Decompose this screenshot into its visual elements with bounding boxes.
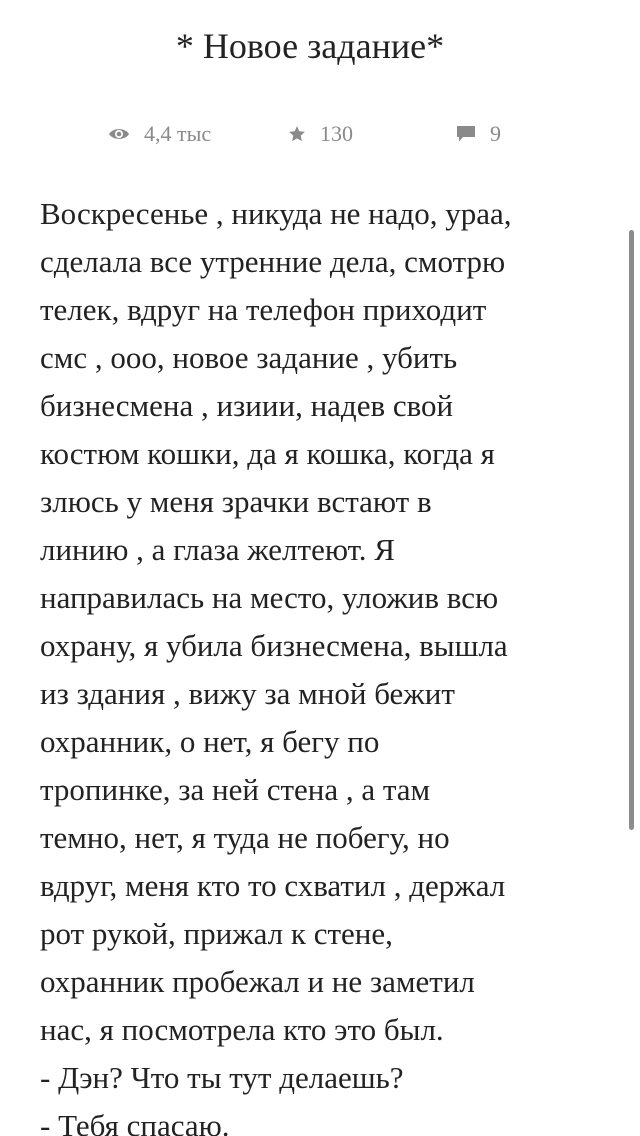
comments-count: 9: [490, 121, 501, 146]
star-icon: [288, 125, 306, 143]
story-line: смс , ооо, новое задание , убить: [40, 340, 458, 375]
story-stats: [0, 118, 620, 150]
story-line: телек, вдруг на телефон приходит: [40, 292, 487, 327]
story-line: охранник пробежал и не заметил: [40, 964, 475, 999]
story-line: костюм кошки, да я кошка, когда я: [40, 436, 495, 471]
story-text: [40, 190, 600, 1136]
views-stat: [108, 118, 211, 150]
story-line: бизнесмена , изиии, надев свой: [40, 388, 454, 423]
comment-icon: [456, 125, 476, 143]
comments-stat[interactable]: [456, 118, 501, 150]
votes-stat[interactable]: [288, 118, 353, 150]
scrollbar[interactable]: [629, 230, 634, 830]
story-line: нас, я посмотрела кто это был.: [40, 1012, 444, 1047]
story-line: охрану, я убила бизнесмена, вышла: [40, 628, 508, 663]
story-line: темно, нет, я туда не побегу, но: [40, 820, 450, 855]
story-line: - Тебя спасаю.: [40, 1108, 230, 1136]
story-line: злюсь у меня зрачки встают в: [40, 484, 432, 519]
story-line: охранник, о нет, я бегу по: [40, 724, 380, 759]
story-line: вдруг, меня кто то схватил , держал: [40, 868, 506, 903]
eye-icon: [108, 127, 130, 141]
story-line: из здания , вижу за мной бежит: [40, 676, 455, 711]
story-line: направилась на место, уложив всю: [40, 580, 499, 615]
story-line: сделала все утренние дела, смотрю: [40, 244, 506, 279]
story-title: * Новое задание*: [175, 26, 445, 66]
views-count: 4,4 тыс: [144, 121, 212, 146]
votes-count: 130: [320, 121, 353, 146]
story-line: тропинке, за ней стена , а там: [40, 772, 431, 807]
story-line: рот рукой, прижал к стене,: [40, 916, 393, 951]
story-line: - Дэн? Что ты тут делаешь?: [40, 1060, 404, 1095]
story-line: Воскресенье , никуда не надо, ураа,: [40, 196, 512, 231]
story-line: линию , а глаза желтеют. Я: [40, 532, 395, 567]
